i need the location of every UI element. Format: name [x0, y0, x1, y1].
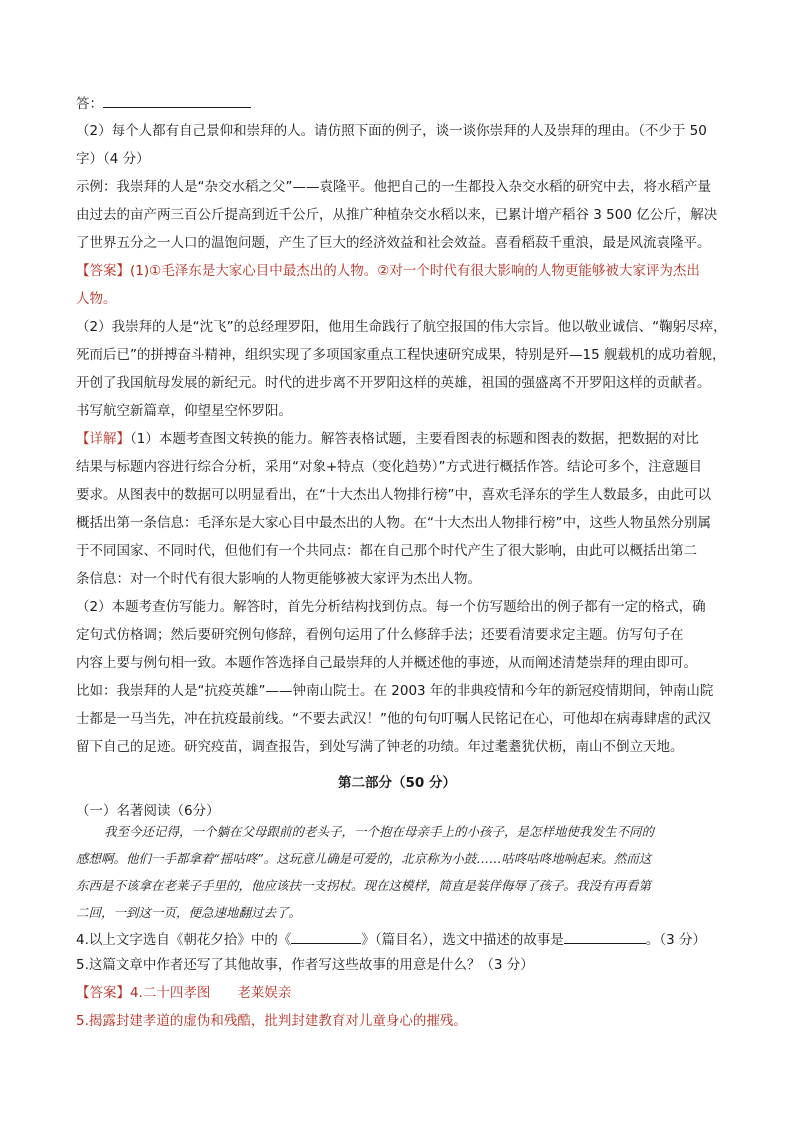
answer2-line: （2）我崇拜的人是“沈飞”的总经理罗阳，他用生命践行了航空报国的伟大宗旨。他以敬业诚信、“鞠躬尽瘁， — [76, 319, 727, 335]
answer-line: 人物。 — [76, 291, 117, 307]
answer-tag: 【答案】 — [76, 263, 130, 279]
q4-blank-title — [291, 929, 361, 944]
detail-line — [76, 429, 699, 449]
q1-answer-prefix: 答： — [76, 96, 103, 112]
passage-line: 东西是不该拿在老莱子手里的，他应该扶一支拐杖。现在这模样，简直是装佯侮辱了孩子。我没有再看第 — [76, 878, 652, 893]
answer2-line: 死而后已”的拼搏奋斗精神，组织实现了多项国家重点工程快速研究成果，特别是歼—15 舰载机的成功着舰， — [76, 347, 726, 363]
detail-line: 于不同国家、不同时代，但他们有一个共同点：都在自己那个时代产生了很大影响，由此可以概括出第二 — [76, 543, 697, 559]
detail-line: 条信息：对一个时代有很大影响的人物更能够被大家评为杰出人物。 — [76, 571, 481, 587]
answer3-line-2: 5.揭露封建孝道的虚伪和残酷，批判封建教育对儿童身心的摧残。 — [76, 1013, 467, 1029]
answer-text: (1)①毛泽东是大家心目中最杰出的人物。②对一个时代有很大影响的人物更能够被大家评为杰出 — [130, 263, 700, 279]
example-line: 示例：我崇拜的人是“杂交水稻之父”——袁隆平。他把自己的一生都投入杂交水稻的研究中去，将水稻产量 — [76, 179, 711, 195]
detail-line: 内容上要与例句相一致。本题作答选择自己最崇拜的人并概述他的事迹，从而阐述清楚崇拜的理由即可。 — [76, 655, 697, 671]
example-line: 了世界五分之一人口的温饱问题，产生了巨大的经济效益和社会效益。喜看稻菽千重浪，最是风流袁隆平。 — [76, 235, 711, 251]
q4-part1: 4.以上文字选自《朝花夕拾》中的《 — [76, 932, 292, 948]
q4-part2: 》（篇目名），选文中描述的故事是 — [361, 932, 564, 948]
detail-line: 定句式仿格调；然后要研究例句修辞，看例句运用了什么修辞手法；还要看清要求定主题。仿写句子在 — [76, 627, 684, 643]
example-line: 由过去的亩产两三百公斤提高到近千公斤，从推广种植杂交水稻以来，已累计增产稻谷 3 500 亿公斤，解决 — [76, 207, 718, 223]
answer2-line: 书写航空新篇章，仰望星空怀罗阳。 — [76, 403, 292, 419]
passage-line: 我至今还记得，一个躺在父母跟前的老头子，一个抱在母亲手上的小孩子，是怎样地使我发生不同的 — [104, 824, 655, 839]
q4-blank-story — [564, 929, 646, 944]
answer2-line: 开创了我国航母发展的新纪元。时代的进步离不开罗阳这样的英雄，祖国的强盛离不开罗阳这样的贡献者。 — [76, 375, 711, 391]
q4-part3: 。（3 分） — [645, 932, 707, 948]
q2-prompt-line-1: （2）每个人都有自己景仰和崇拜的人。请仿照下面的例子，谈一谈你崇拜的人及崇拜的理由。（不少于 50 — [76, 123, 707, 139]
detail-line: 结果与标题内容进行综合分析，采用“对象+特点（变化趋势）”方式进行概括作答。结论可多个，注意题目 — [76, 459, 703, 475]
detail-line: （2）本题考查仿写能力。解答时，首先分析结构找到仿点。每一个仿写题给出的例子都有一定的格式，确 — [76, 599, 706, 615]
section1-title: （一）名著阅读（6分） — [76, 803, 220, 819]
q1-answer-line — [76, 93, 251, 114]
q5-line: 5.这篇文章中作者还写了其他故事，作者写这些故事的用意是什么？（3 分） — [76, 957, 534, 973]
passage-line: 二回，一到这一页，便急速地翻过去了。 — [76, 905, 302, 920]
answer3-line — [76, 983, 291, 1003]
detail-line: 要求。从图表中的数据可以明显看出，在“十大杰出人物排行榜”中，喜欢毛泽东的学生人数最多，由此可以 — [76, 487, 711, 503]
detail-line: 留下自己的足迹。研究疫苗，调查报告，到处写满了钟老的功绩。年过耄耋犹伏枥，南山不倒立天地。 — [76, 739, 684, 755]
answer3-tag: 【答案】 — [76, 985, 130, 1001]
part2-title: 第二部分（50 分） — [338, 775, 456, 791]
detail-text: （1）本题考查图文转换的能力。解答表格试题，主要看图表的标题和图表的数据，把数据的对比 — [130, 431, 699, 447]
answer-line — [76, 261, 700, 281]
detail-line: 比如：我崇拜的人是“抗疫英雄”——钟南山院士。在 2003 年的非典疫情和今年的新冠疫情期间，钟南山院 — [76, 683, 714, 699]
passage-line: 感想啊。他们一手都拿着“摇咕咚”。这玩意儿确是可爱的，北京称为小鼓……咕咚咕咚地响起来。然而这 — [76, 851, 652, 866]
detail-tag: 【详解】 — [76, 431, 130, 447]
detail-line: 士都是一马当先，冲在抗疫最前线。“不要去武汉！”他的句句叮嘱人民铭记在心，可他却在病毒肆虐的武汉 — [76, 711, 711, 727]
detail-line: 概括出第一条信息：毛泽东是大家心目中最杰出的人物。在“十大杰出人物排行榜”中，这些人物虽然分别属 — [76, 515, 711, 531]
answer3-text: 4.二十四孝图 老莱娱亲 — [130, 985, 292, 1001]
q1-answer-blank — [103, 93, 251, 108]
q4-line — [76, 929, 706, 950]
q2-prompt-line-2: 字）（4 分） — [76, 151, 150, 167]
